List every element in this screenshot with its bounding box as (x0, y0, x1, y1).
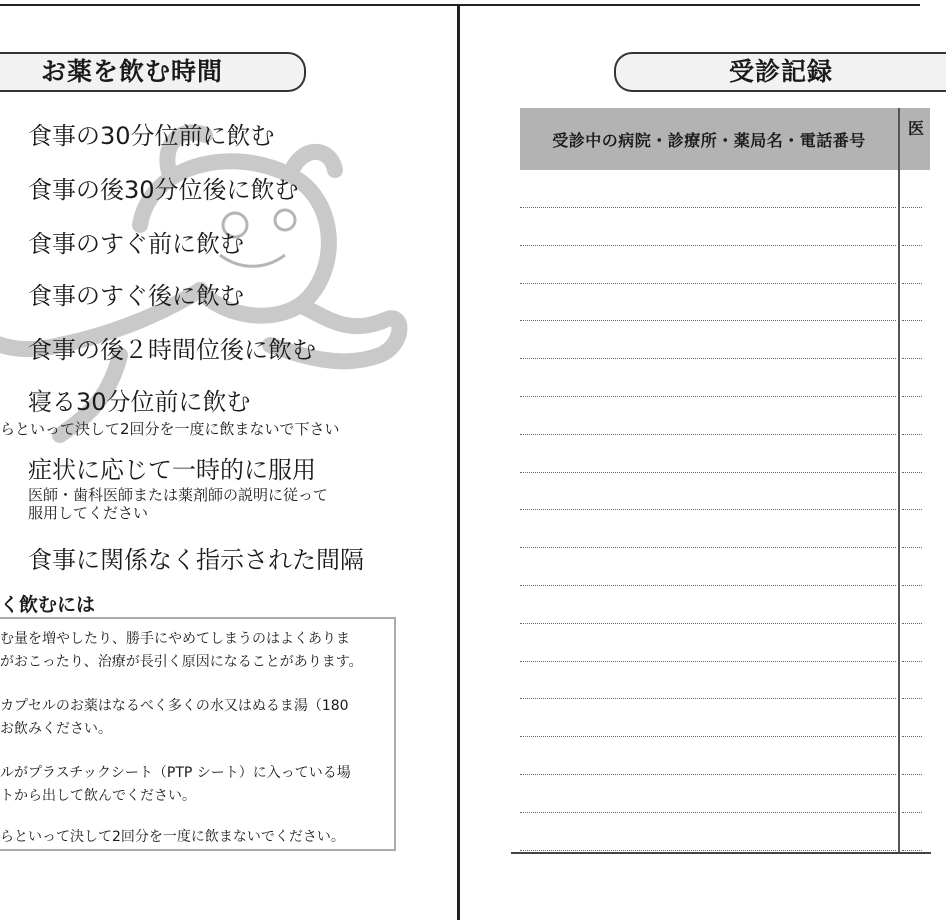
record-row-line-doctor (902, 509, 922, 510)
tips-box (0, 617, 396, 851)
tip-text: ルがプラスチックシート（PTP シート）に入っている場 (0, 765, 351, 781)
record-row-line (520, 472, 896, 473)
tip-text: む量を増やしたり、勝手にやめてしまうのはよくありま (0, 631, 350, 647)
record-row-line-doctor (902, 585, 922, 586)
record-row-line (520, 547, 896, 548)
record-row-line-doctor (902, 245, 922, 246)
record-row-line-doctor (902, 283, 922, 284)
record-row-line-doctor (902, 358, 922, 359)
tip-text: カプセルのお薬はなるべく多くの水又はぬるま湯（180 (0, 698, 349, 714)
record-row-line-doctor (902, 698, 922, 699)
record-row-line (520, 207, 896, 208)
tip-text: お飲みください。 (0, 721, 112, 737)
record-row-line (520, 434, 896, 435)
table-bottom-border (511, 852, 931, 854)
record-row-line-doctor (902, 434, 922, 435)
page-top-border (0, 4, 920, 6)
record-row-line-doctor (902, 850, 922, 851)
record-row-line (520, 396, 896, 397)
booklet-spine (457, 4, 460, 920)
column-header-clinic: 受診中の病院・診療所・薬局名・電話番号 (520, 108, 898, 170)
record-row-line (520, 509, 896, 510)
timing-item: 食事の30分位前に飲む (28, 122, 275, 150)
visit-record-title: 受診記録 (614, 52, 946, 92)
record-row-line (520, 283, 896, 284)
record-row-line-doctor (902, 661, 922, 662)
timing-item: 食事のすぐ前に飲む (28, 230, 244, 258)
bedtime-note: らといって決して2回分を一度に飲まないで下さい (0, 420, 340, 438)
medication-timing-title: お薬を飲む時間 (0, 52, 306, 92)
record-row-line-doctor (902, 774, 922, 775)
record-row-line (520, 736, 896, 737)
record-row-line-doctor (902, 320, 922, 321)
as-needed-note: 服用してください (28, 504, 149, 522)
record-row-line-doctor (902, 812, 922, 813)
record-row-line (520, 320, 896, 321)
record-row-line (520, 661, 896, 662)
record-row-line-doctor (902, 472, 922, 473)
record-row-line-doctor (902, 736, 922, 737)
timing-item: 寝る30分位前に飲む (28, 388, 251, 416)
record-row-line (520, 585, 896, 586)
record-row-line (520, 774, 896, 775)
record-row-line-doctor (902, 623, 922, 624)
column-header-doctor: 医 (900, 108, 930, 170)
record-row-line (520, 358, 896, 359)
as-needed-item: 症状に応じて一時的に服用 (28, 456, 316, 484)
timing-item: 食事のすぐ後に飲む (28, 282, 244, 310)
tip-text: がおこったり、治療が長引く原因になることがあります。 (0, 654, 363, 670)
record-row-line (520, 623, 896, 624)
record-row-line (520, 245, 896, 246)
record-row-line (520, 812, 896, 813)
column-divider (898, 108, 900, 853)
tip-text: らといって決して2回分を一度に飲まないでください。 (0, 829, 345, 845)
record-row-line-doctor (902, 207, 922, 208)
tips-heading: く飲むには (0, 594, 96, 616)
tip-text: トから出して飲んでください。 (0, 788, 196, 804)
record-row-line (520, 698, 896, 699)
as-needed-note: 医師・歯科医師または薬剤師の説明に従って (28, 486, 329, 504)
record-row-line-doctor (902, 547, 922, 548)
timing-item: 食事の後30分位後に飲む (28, 176, 299, 204)
record-row-line (520, 850, 896, 851)
record-row-line-doctor (902, 396, 922, 397)
interval-item: 食事に関係なく指示された間隔 (28, 546, 364, 574)
timing-item: 食事の後２時間位後に飲む (28, 336, 316, 364)
